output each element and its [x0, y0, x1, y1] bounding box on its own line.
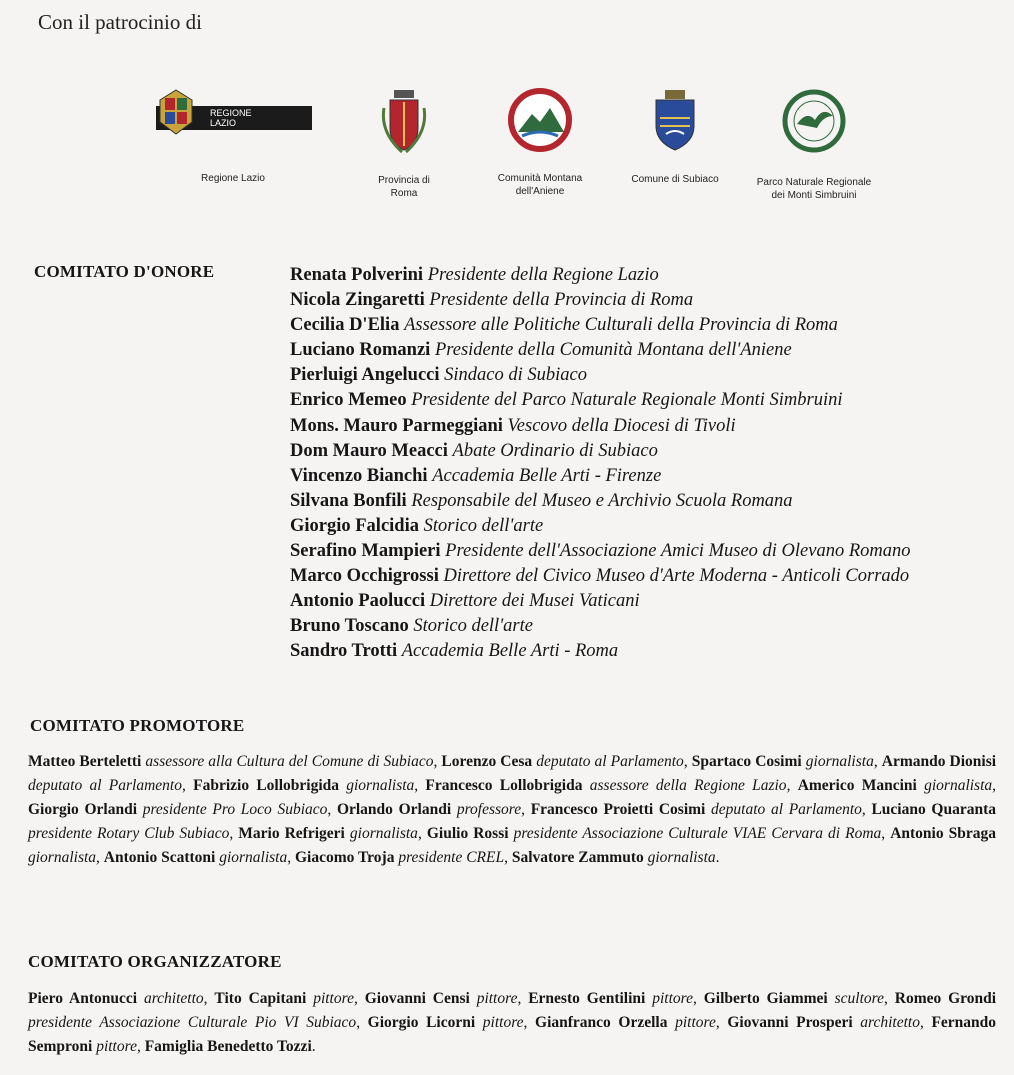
- honor-member: [290, 614, 1010, 639]
- member-role: deputato al Parlamento: [536, 753, 684, 770]
- member-role: Presidente della Provincia di Roma: [429, 290, 694, 311]
- member-name: Giorgio Falcidia: [290, 515, 419, 536]
- member-role: presidente Pro Loco Subiaco: [142, 801, 328, 818]
- member-role: Direttore dei Musei Vaticani: [429, 591, 640, 612]
- member-name: Dom Mauro Meacci: [290, 440, 448, 461]
- member-name: Orlando Orlandi: [336, 801, 452, 818]
- member-role: Accademia Belle Arti - Roma: [401, 641, 619, 662]
- honor-committee-title: COMITATO D'ONORE: [34, 262, 215, 281]
- honor-member: [290, 263, 1010, 288]
- member-name: Luciano Quaranta: [871, 801, 997, 818]
- member-name: Cecilia D'Elia: [290, 315, 400, 336]
- honor-member: [290, 288, 1010, 313]
- member-role: Presidente del Parco Naturale Regionale Monti Simbruini: [411, 390, 843, 411]
- member-name: Spartaco Cosimi: [691, 753, 802, 770]
- member-name: Romeo Grondi: [894, 990, 997, 1007]
- member-name: Americo Mancini: [797, 777, 917, 794]
- svg-text:REGIONE: REGIONE: [210, 108, 252, 118]
- member-name: Tito Capitani: [214, 990, 307, 1007]
- member-name: Matteo Berteletti: [28, 753, 142, 770]
- member-role: Storico dell'arte: [423, 515, 544, 536]
- member-role: giornalista: [924, 777, 993, 794]
- honor-member: [290, 514, 1010, 539]
- member-role: Assessore alle Politiche Culturali della Provincia di Roma: [404, 315, 838, 336]
- member-role: presidente Associazione Culturale Pio VI Subiaco: [28, 1014, 357, 1031]
- member-role: pittore: [482, 1014, 524, 1031]
- logo-provincia-roma: [366, 88, 442, 200]
- member-name: Giorgio Licorni: [367, 1014, 476, 1031]
- honor-member: [290, 338, 1010, 363]
- member-role: Vescovo della Diocesi di Tivoli: [507, 415, 736, 436]
- member-role: professore: [456, 801, 522, 818]
- member-role: Sindaco di Subiaco: [444, 365, 587, 386]
- member-name: Armando Dionisi: [881, 753, 997, 770]
- member-role: deputato al Parlamento: [28, 777, 182, 794]
- member-name: Gianfranco Orzella: [535, 1014, 668, 1031]
- member-name: Fernando Semproni: [28, 1014, 997, 1055]
- member-name: Piero Antonucci: [28, 990, 138, 1007]
- organizer-committee-list: Piero Antonucci architetto, Tito Capitani pittore, Giovanni Censi pittore, Ernesto Gentilini pittore, Gilberto Giammei scultore, Romeo Grondi presidente Associazione Culturale Pio VI Subiaco, Giorgio Licorni pittore, Gianfranco Orzella pittore, Giovanni Prosperi architetto, Fernando Semproni pittore, Famiglia Benedetto Tozzi.: [28, 990, 997, 1055]
- honor-member: [290, 639, 1010, 664]
- logo-caption: Parco Naturale Regionale dei Monti Simbruini: [756, 177, 872, 201]
- member-name: Francesco Proietti Cosimi: [530, 801, 706, 818]
- member-role: Accademia Belle Arti - Firenze: [432, 465, 662, 486]
- member-role: assessore della Regione Lazio: [589, 777, 787, 794]
- member-name: Fabrizio Lollobrigida: [193, 777, 339, 794]
- member-name: Giacomo Troja: [295, 849, 395, 866]
- member-role: presidente CREL: [398, 849, 505, 866]
- member-name: Antonio Scattoni: [103, 849, 216, 866]
- member-role: Presidente della Comunità Montana dell'Aniene: [434, 340, 792, 361]
- member-role: presidente Rotary Club Subiaco: [28, 825, 230, 842]
- logo-caption: Provincia di Roma: [378, 175, 430, 199]
- member-name: Francesco Lollobrigida: [425, 777, 583, 794]
- member-name: Giulio Rossi: [426, 825, 509, 842]
- honor-member: [290, 439, 1010, 464]
- member-role: scultore: [834, 990, 884, 1007]
- honor-member: [290, 489, 1010, 514]
- member-role: architetto: [860, 1014, 920, 1031]
- logo-parco-simbruini: [756, 88, 872, 202]
- member-role: pittore: [675, 1014, 716, 1031]
- member-role: deputato al Parlamento: [711, 801, 862, 818]
- member-name: Bruno Toscano: [290, 616, 409, 637]
- member-name: Nicola Zingaretti: [290, 290, 425, 311]
- promoter-committee-list: Matteo Berteletti assessore alla Cultura del Comune di Subiaco, Lorenzo Cesa deputato al Parlamento, Spartaco Cosimi giornalista, Armando Dionisi deputato al Parlamento, Fabrizio Lollobrigida giornalista, Francesco Lollobrigida assessore della Regione Lazio, Americo Mancini giornalista, Giorgio Orlandi presidente Pro Loco Subiaco, Orlando Orlandi professore, Francesco Proietti Cosimi deputato al Parlamento, Luciano Quaranta presidente Rotary Club Subiaco, Mario Refrigeri giornalista, Giulio Rossi presidente Associazione Culturale VIAE Cervara di Roma, Antonio Sbraga giornalista, Antonio Scattoni giornalista, Giacomo Troja presidente CREL, Salvatore Zammuto giornalista.: [28, 753, 997, 866]
- member-name: Giovanni Prosperi: [727, 1014, 853, 1031]
- honor-member: [290, 313, 1010, 338]
- member-role: Presidente dell'Associazione Amici Museo di Olevano Romano: [445, 541, 911, 562]
- promoter-committee-title: COMITATO PROMOTORE: [30, 716, 245, 735]
- member-name: Lorenzo Cesa: [441, 753, 533, 770]
- patronage-logos: [0, 88, 1014, 218]
- patronage-intro: Con il patrocinio di: [38, 10, 202, 34]
- member-name: Salvatore Zammuto: [511, 849, 644, 866]
- member-role: pittore: [476, 990, 518, 1007]
- logo-comune-subiaco: [628, 88, 722, 186]
- member-role: giornalista: [805, 753, 874, 770]
- honor-member: [290, 564, 1010, 589]
- parco-simbruini-logo-icon: [781, 88, 847, 154]
- member-name: Vincenzo Bianchi: [290, 465, 428, 486]
- member-name: Famiglia Benedetto Tozzi: [144, 1038, 312, 1055]
- member-name: Mons. Mauro Parmeggiani: [290, 415, 503, 436]
- logo-regione-lazio: [152, 88, 314, 185]
- logo-caption: Comune di Subiaco: [631, 174, 719, 185]
- member-name: Antonio Paolucci: [290, 591, 426, 612]
- provincia-di-roma-crest-icon: [376, 88, 432, 156]
- member-name: Luciano Romanzi: [290, 340, 431, 361]
- member-role: giornalista: [219, 849, 288, 866]
- member-role: Storico dell'arte: [413, 616, 533, 637]
- member-name: Marco Occhigrossi: [290, 566, 439, 587]
- member-role: giornalista: [28, 849, 97, 866]
- honor-committee-list: [290, 263, 1010, 665]
- member-role: Responsabile del Museo e Archivio Scuola Romana: [411, 490, 793, 511]
- member-name: Silvana Bonfili: [290, 490, 407, 511]
- logo-caption: Comunità Montana dell'Aniene: [497, 173, 583, 197]
- comune-di-subiaco-crest-icon: [648, 88, 702, 152]
- member-name: Enrico Memeo: [290, 390, 407, 411]
- member-name: Serafino Mampieri: [290, 541, 441, 562]
- comunita-montana-logo-icon: [508, 88, 572, 152]
- member-role: pittore: [313, 990, 354, 1007]
- member-role: presidente Associazione Culturale VIAE Cervara di Roma: [513, 825, 882, 842]
- organizer-committee-title: COMITATO ORGANIZZATORE: [28, 952, 282, 971]
- member-name: Pierluigi Angelucci: [290, 365, 440, 386]
- member-role: assessore alla Cultura del Comune di Subiaco: [145, 753, 434, 770]
- honor-member: [290, 363, 1010, 388]
- member-name: Ernesto Gentilini: [528, 990, 646, 1007]
- member-role: Abate Ordinario di Subiaco: [452, 440, 658, 461]
- honor-member: [290, 464, 1010, 489]
- member-name: Giorgio Orlandi: [28, 801, 138, 818]
- member-role: Direttore del Civico Museo d'Arte Moderna - Anticoli Corrado: [443, 566, 910, 587]
- svg-text:LAZIO: LAZIO: [210, 118, 237, 128]
- member-name: Sandro Trotti: [290, 641, 398, 662]
- member-role: giornalista: [349, 825, 418, 842]
- member-role: pittore: [96, 1038, 137, 1055]
- member-role: pittore: [652, 990, 693, 1007]
- honor-member: [290, 388, 1010, 413]
- regione-lazio-logo-icon: [152, 88, 314, 136]
- member-role: architetto: [143, 990, 204, 1007]
- member-role: giornalista: [647, 849, 716, 866]
- member-name: Mario Refrigeri: [238, 825, 345, 842]
- honor-member: [290, 539, 1010, 564]
- member-role: Presidente della Regione Lazio: [427, 265, 659, 285]
- honor-member: [290, 414, 1010, 439]
- member-name: Renata Polverini: [290, 265, 424, 285]
- honor-member: [290, 589, 1010, 614]
- member-name: Giovanni Censi: [364, 990, 470, 1007]
- member-name: Gilberto Giammei: [703, 990, 828, 1007]
- member-name: Antonio Sbraga: [890, 825, 996, 842]
- logo-caption: Regione Lazio: [201, 173, 265, 184]
- member-role: giornalista: [346, 777, 415, 794]
- logo-comunita-montana: [494, 88, 586, 198]
